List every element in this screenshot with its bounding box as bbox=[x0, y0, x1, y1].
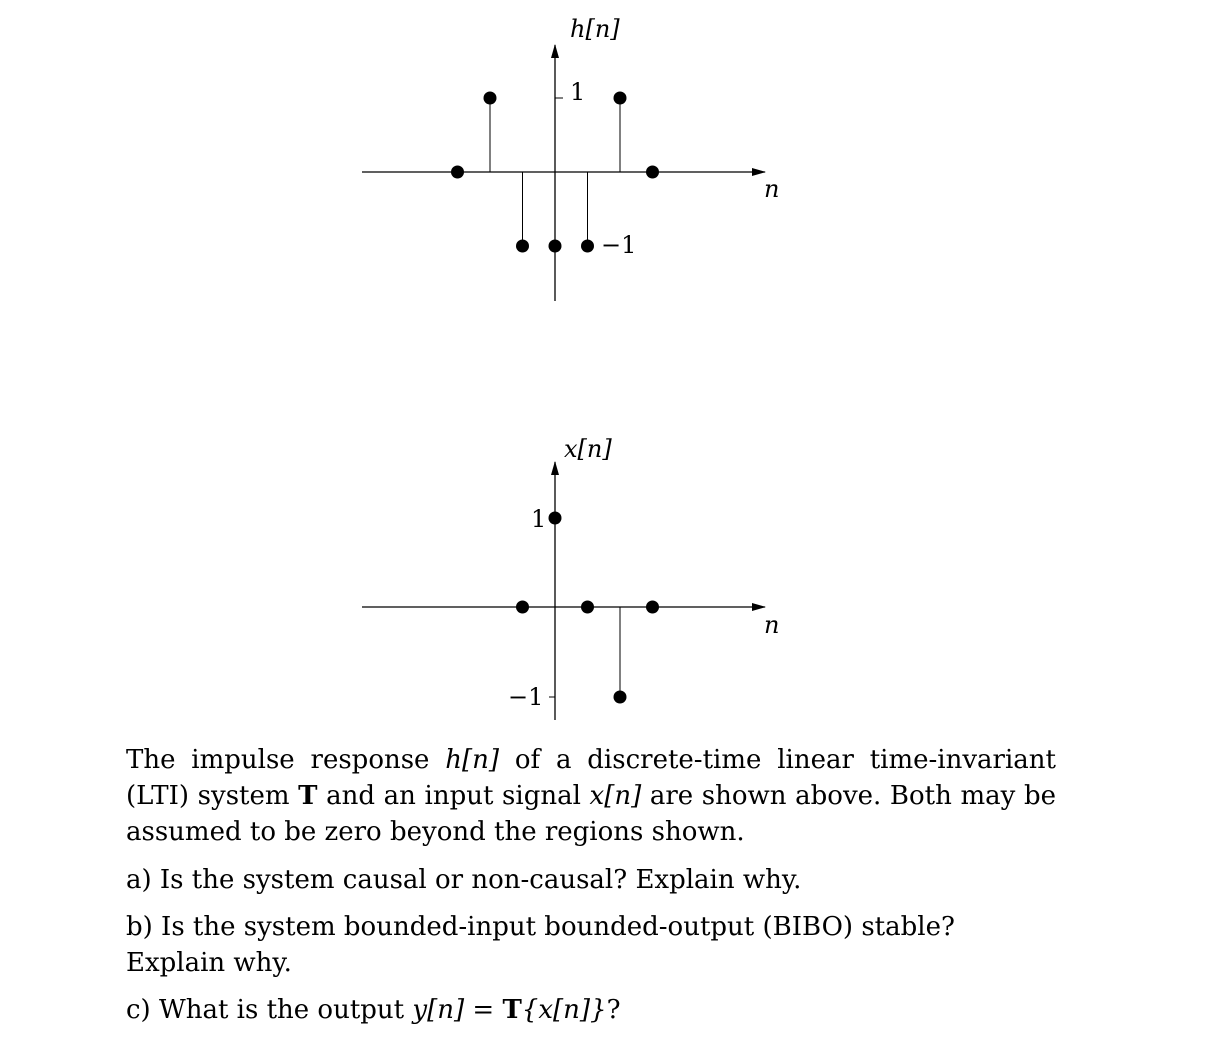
x-xlabel: n bbox=[764, 611, 780, 639]
h-stem-point bbox=[646, 166, 659, 179]
h-stem-point bbox=[451, 166, 464, 179]
x-stem-point bbox=[614, 691, 627, 704]
question-b: b) Is the system bounded-input bounded-output (BIBO) stable? Explain why. bbox=[126, 912, 955, 978]
y-symbol: y[n] bbox=[412, 995, 465, 1025]
T-symbol: T bbox=[298, 781, 318, 811]
h-stem-point bbox=[549, 240, 562, 253]
x-ylabel: x[n] bbox=[564, 435, 612, 463]
h-y-tick-label-pos: 1 bbox=[570, 78, 586, 106]
x-stem-point bbox=[516, 601, 529, 614]
h-stem-point bbox=[614, 92, 627, 105]
x-stem-point bbox=[646, 601, 659, 614]
x-y-tick-label-pos: 1 bbox=[531, 505, 547, 533]
h-y-tick-label-neg: −1 bbox=[601, 231, 637, 259]
h-symbol: h[n] bbox=[445, 745, 500, 775]
h-stem-point bbox=[516, 240, 529, 253]
plot-h bbox=[362, 15, 779, 301]
x-stem-point bbox=[581, 601, 594, 614]
x-y-tick-label-neg: −1 bbox=[508, 683, 544, 711]
question-a: a) Is the system causal or non-causal? Explain why. bbox=[126, 865, 802, 895]
problem-text bbox=[126, 742, 1056, 1039]
h-xlabel: n bbox=[764, 175, 780, 203]
h-stem-point bbox=[484, 92, 497, 105]
plot-x bbox=[362, 435, 779, 720]
x-stem-point bbox=[549, 512, 562, 525]
x-symbol: x[n] bbox=[589, 781, 642, 811]
h-ylabel: h[n] bbox=[570, 15, 620, 43]
question-c: c) What is the output y[n] = T{x[n]}? bbox=[126, 995, 621, 1025]
h-stem-point bbox=[581, 240, 594, 253]
problem-intro: The impulse response h[n] of a discrete-time linear time-invariant (LTI) system T and an input signal x[n] are shown above. Both may be assumed to be zero beyond the regions shown. bbox=[126, 745, 1056, 847]
